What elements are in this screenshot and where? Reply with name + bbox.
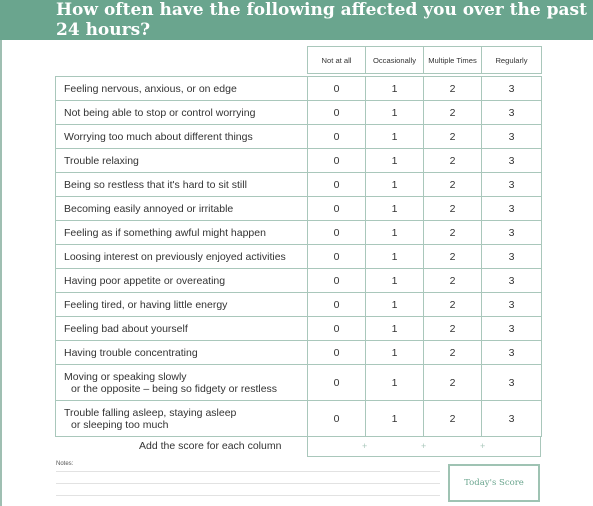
question-row xyxy=(56,221,542,245)
column-header: Occasionally xyxy=(366,47,424,74)
score-option[interactable]: 2 xyxy=(424,125,482,149)
question-row xyxy=(56,293,542,317)
score-option[interactable]: 3 xyxy=(482,149,542,173)
page-title: How often have the following affected you over the past 24 hours? xyxy=(56,0,587,40)
score-option[interactable]: 0 xyxy=(308,77,366,101)
score-option[interactable]: 1 xyxy=(366,221,424,245)
question-text-line1: Trouble falling asleep, staying asleep xyxy=(64,406,237,419)
question-row xyxy=(56,317,542,341)
question-text: Not being able to stop or control worrying xyxy=(56,101,308,125)
todays-score-box[interactable] xyxy=(448,464,540,502)
score-option[interactable]: 2 xyxy=(424,149,482,173)
score-option[interactable]: 2 xyxy=(424,365,482,401)
notes-line[interactable] xyxy=(56,471,440,472)
questionnaire-table xyxy=(55,46,542,437)
sum-label: Add the score for each column xyxy=(139,440,282,452)
question-text xyxy=(56,365,308,401)
question-text: Having poor appetite or overeating xyxy=(56,269,308,293)
score-option[interactable]: 0 xyxy=(308,197,366,221)
question-row xyxy=(56,365,542,401)
column-header: Multiple Times xyxy=(424,47,482,74)
notes-line[interactable] xyxy=(56,483,440,484)
score-option[interactable]: 2 xyxy=(424,221,482,245)
score-option[interactable]: 0 xyxy=(308,101,366,125)
score-option[interactable]: 2 xyxy=(424,293,482,317)
score-option[interactable]: 2 xyxy=(424,173,482,197)
score-option[interactable]: 0 xyxy=(308,149,366,173)
score-option[interactable]: 1 xyxy=(366,125,424,149)
score-option[interactable]: 1 xyxy=(366,401,424,437)
score-option[interactable]: 2 xyxy=(424,245,482,269)
score-option[interactable]: 1 xyxy=(366,293,424,317)
score-option[interactable]: 2 xyxy=(424,197,482,221)
score-option[interactable]: 0 xyxy=(308,125,366,149)
score-option[interactable]: 2 xyxy=(424,317,482,341)
score-option[interactable]: 2 xyxy=(424,77,482,101)
score-option[interactable]: 1 xyxy=(366,269,424,293)
question-text: Trouble relaxing xyxy=(56,149,308,173)
question-text: Loosing interest on previously enjoyed activities xyxy=(56,245,308,269)
question-text: Becoming easily annoyed or irritable xyxy=(56,197,308,221)
score-option[interactable]: 1 xyxy=(366,245,424,269)
header-blank xyxy=(56,47,308,74)
question-text: Being so restless that it's hard to sit still xyxy=(56,173,308,197)
score-option[interactable]: 0 xyxy=(308,245,366,269)
score-option[interactable]: 1 xyxy=(366,197,424,221)
question-text: Having trouble concentrating xyxy=(56,341,308,365)
column-header: Regularly xyxy=(482,47,542,74)
score-option[interactable]: 3 xyxy=(482,365,542,401)
score-option[interactable]: 3 xyxy=(482,317,542,341)
score-option[interactable]: 3 xyxy=(482,341,542,365)
question-row xyxy=(56,101,542,125)
notes-line[interactable] xyxy=(56,495,440,496)
score-option[interactable]: 1 xyxy=(366,77,424,101)
score-option[interactable]: 2 xyxy=(424,101,482,125)
notes-label: Notes: xyxy=(56,461,74,467)
question-row xyxy=(56,125,542,149)
score-option[interactable]: 0 xyxy=(308,365,366,401)
score-option[interactable]: 0 xyxy=(308,221,366,245)
score-option[interactable]: 3 xyxy=(482,197,542,221)
plus-sign: + xyxy=(362,441,368,451)
score-option[interactable]: 3 xyxy=(482,173,542,197)
page-title-banner xyxy=(0,0,593,40)
plus-sign: + xyxy=(421,441,427,451)
question-row xyxy=(56,77,542,101)
question-text: Feeling as if something awful might happen xyxy=(56,221,308,245)
question-text: Feeling bad about yourself xyxy=(56,317,308,341)
question-text-line1: Moving or speaking slowly xyxy=(64,370,187,383)
question-row xyxy=(56,269,542,293)
question-row xyxy=(56,149,542,173)
score-option[interactable]: 0 xyxy=(308,173,366,197)
score-option[interactable]: 3 xyxy=(482,101,542,125)
question-row xyxy=(56,173,542,197)
score-option[interactable]: 3 xyxy=(482,221,542,245)
question-text: Feeling nervous, anxious, or on edge xyxy=(56,77,308,101)
score-option[interactable]: 0 xyxy=(308,317,366,341)
header-row xyxy=(56,47,542,74)
score-option[interactable]: 1 xyxy=(366,341,424,365)
question-text-line2: or sleeping too much xyxy=(71,418,169,431)
score-option[interactable]: 0 xyxy=(308,401,366,437)
score-option[interactable]: 3 xyxy=(482,269,542,293)
todays-score-label: Today's Score xyxy=(464,478,524,488)
question-row xyxy=(56,245,542,269)
score-option[interactable]: 2 xyxy=(424,269,482,293)
column-header: Not at all xyxy=(308,47,366,74)
score-option[interactable]: 0 xyxy=(308,341,366,365)
score-option[interactable]: 3 xyxy=(482,77,542,101)
score-option[interactable]: 3 xyxy=(482,245,542,269)
score-option[interactable]: 2 xyxy=(424,341,482,365)
score-option[interactable]: 1 xyxy=(366,101,424,125)
score-option[interactable]: 1 xyxy=(366,317,424,341)
score-option[interactable]: 0 xyxy=(308,269,366,293)
left-border xyxy=(0,40,2,506)
question-text xyxy=(56,401,308,437)
score-option[interactable]: 2 xyxy=(424,401,482,437)
score-option[interactable]: 1 xyxy=(366,365,424,401)
score-option[interactable]: 1 xyxy=(366,149,424,173)
question-row xyxy=(56,401,542,437)
score-option[interactable]: 3 xyxy=(482,293,542,317)
score-option[interactable]: 3 xyxy=(482,401,542,437)
question-text: Feeling tired, or having little energy xyxy=(56,293,308,317)
plus-sign: + xyxy=(480,441,486,451)
score-option[interactable]: 0 xyxy=(308,293,366,317)
question-text: Worrying too much about different things xyxy=(56,125,308,149)
score-option[interactable]: 1 xyxy=(366,173,424,197)
question-row xyxy=(56,341,542,365)
score-option[interactable]: 3 xyxy=(482,125,542,149)
question-row xyxy=(56,197,542,221)
question-text-line2: or the opposite – being so fidgety or restless xyxy=(71,382,278,395)
